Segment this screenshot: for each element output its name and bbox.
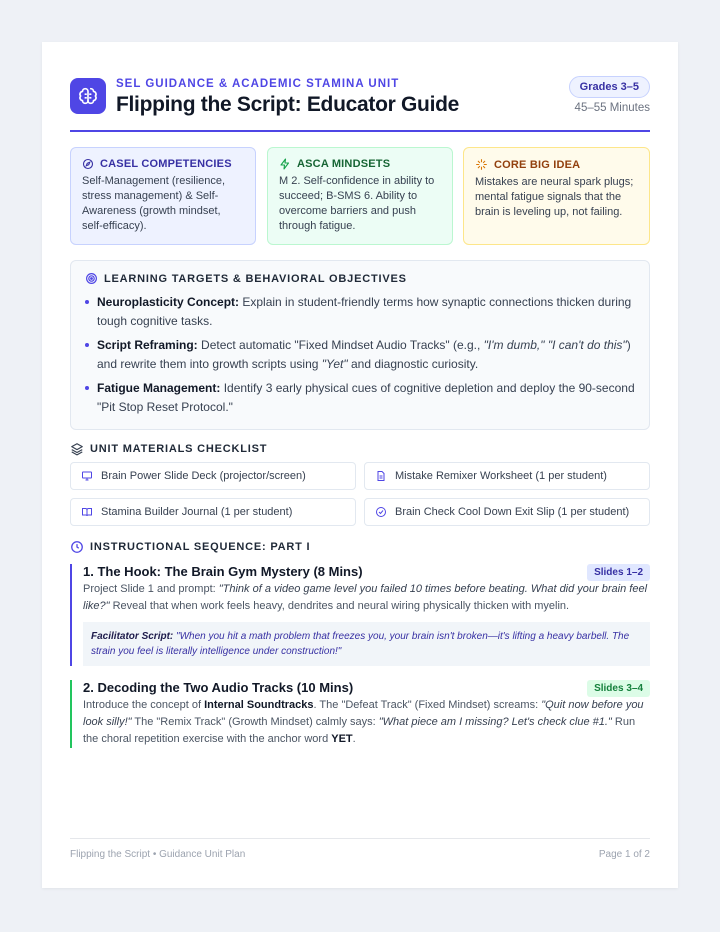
footer-left: Flipping the Script • Guidance Unit Plan xyxy=(70,849,246,860)
step-strong: Internal Soundtracks xyxy=(204,699,314,711)
material-item xyxy=(364,462,650,490)
big-idea-card xyxy=(463,147,650,245)
big-idea-card-title: CORE BIG IDEA xyxy=(494,158,581,171)
step-text: . The "Defeat Track" (Fixed Mindset) screams: xyxy=(313,699,542,711)
material-label: Stamina Builder Journal (1 per student) xyxy=(101,506,293,518)
learning-targets-section xyxy=(70,260,650,430)
list-item xyxy=(85,379,635,417)
step-heading: 1. The Hook: The Brain Gym Mystery (8 Mins) xyxy=(83,564,363,579)
page-footer xyxy=(70,838,650,860)
step-text: The "Remix Track" (Growth Mindset) calmly says: xyxy=(131,716,379,728)
step-text: . xyxy=(352,733,356,745)
list-item xyxy=(85,293,635,331)
sequence-step-2 xyxy=(70,680,650,748)
clock-icon xyxy=(70,540,84,554)
material-item xyxy=(70,462,356,490)
page-number: Page 1 of 2 xyxy=(598,849,650,860)
document-icon xyxy=(375,470,387,482)
step-strong: YET xyxy=(331,733,353,745)
materials-title: UNIT MATERIALS CHECKLIST xyxy=(90,443,268,455)
step-accent-bar xyxy=(70,564,72,666)
sparkle-icon xyxy=(475,158,488,171)
document-page xyxy=(42,42,678,888)
unit-eyebrow: SEL GUIDANCE & ACADEMIC STAMINA UNIT xyxy=(116,78,400,90)
target-text: Explain in student-friendly terms how synaptic connections thicken during tough cognitive tasks. xyxy=(97,295,632,328)
materials-section xyxy=(70,442,650,526)
target-label: Fatigue Management: xyxy=(97,381,221,395)
script-text: "When you hit a math problem that freezes you, your brain isn't broken—it's lifting a heavy barbell. The strain you feel is literally intelligence under construction!" xyxy=(91,631,630,657)
standards-cards xyxy=(70,147,650,245)
brain-icon xyxy=(70,78,106,114)
step-heading: 2. Decoding the Two Audio Tracks (10 Mins) xyxy=(83,680,354,695)
lightning-icon xyxy=(279,158,291,170)
page-header xyxy=(70,76,650,132)
compass-icon xyxy=(82,158,94,170)
step-text: Project Slide 1 and prompt: xyxy=(83,583,219,595)
asca-card-title: ASCA MINDSETS xyxy=(297,158,391,170)
script-label: Facilitator Script: xyxy=(91,631,174,642)
big-idea-card-body: Mistakes are neural spark plugs; mental fatigue signals that the brain is leveling up, not failing. xyxy=(475,176,634,218)
casel-card-title: CASEL COMPETENCIES xyxy=(100,158,232,170)
monitor-icon xyxy=(81,470,93,482)
target-text: and diagnostic curiosity. xyxy=(347,357,479,371)
asca-card-body: M 2. Self-confidence in ability to succeed; B-SMS 6. Ability to overcome barriers and push through fatigue. xyxy=(279,175,435,232)
target-icon xyxy=(85,272,98,285)
target-label: Script Reframing: xyxy=(97,338,198,352)
slides-badge: Slides 1–2 xyxy=(587,564,650,581)
target-label: Neuroplasticity Concept: xyxy=(97,295,240,309)
target-text: ) and rewrite them into growth scripts using xyxy=(97,338,631,371)
sequence-section xyxy=(70,540,650,748)
book-icon xyxy=(81,506,93,518)
slides-badge: Slides 3–4 xyxy=(587,680,650,697)
list-item xyxy=(85,336,635,374)
target-text: Detect automatic "Fixed Mindset Audio Tracks" (e.g., xyxy=(197,338,484,352)
check-circle-icon xyxy=(375,506,387,518)
target-quote: "I'm dumb," "I can't do this" xyxy=(483,338,627,352)
learning-targets-title: LEARNING TARGETS & BEHAVIORAL OBJECTIVES xyxy=(104,272,407,285)
step-body xyxy=(83,697,650,748)
asca-card xyxy=(267,147,453,245)
material-label: Mistake Remixer Worksheet (1 per student) xyxy=(395,470,607,482)
target-quote: "Yet" xyxy=(321,357,348,371)
target-text: Identify 3 early physical cues of cognitive depletion and deploy the 90-second "Pit Stop Reset Protocol." xyxy=(97,381,635,414)
casel-card xyxy=(70,147,256,245)
step-quote: "What piece am I missing? Let's check clue #1." xyxy=(378,716,612,728)
material-item xyxy=(364,498,650,526)
step-text: Introduce the concept of xyxy=(83,699,205,711)
step-text: Run the choral repetition exercise with the anchor word xyxy=(83,716,636,745)
step-text: Reveal that when work feels heavy, dendrites and neural wiring physically thicken with myelin. xyxy=(109,600,570,612)
step-quote: "Quit now before you look silly!" xyxy=(83,699,644,728)
step-body xyxy=(83,581,650,615)
material-label: Brain Check Cool Down Exit Slip (1 per student) xyxy=(395,506,630,518)
material-item xyxy=(70,498,356,526)
casel-card-body: Self-Management (resilience, stress management) & Self-Awareness (growth mindset, self-efficacy). xyxy=(82,175,226,232)
grades-badge: Grades 3–5 xyxy=(569,76,650,98)
step-accent-bar xyxy=(70,680,72,748)
sequence-title: INSTRUCTIONAL SEQUENCE: PART I xyxy=(90,541,311,553)
sequence-step-1 xyxy=(70,564,650,666)
page-title: Flipping the Script: Educator Guide xyxy=(116,93,460,116)
duration-label: 45–55 Minutes xyxy=(574,102,650,114)
material-label: Brain Power Slide Deck (projector/screen) xyxy=(101,470,306,482)
facilitator-script xyxy=(83,622,650,666)
layers-icon xyxy=(70,442,84,456)
step-quote: "Think of a video game level you failed 10 times before beating. What did your brain feel like?" xyxy=(83,583,648,612)
